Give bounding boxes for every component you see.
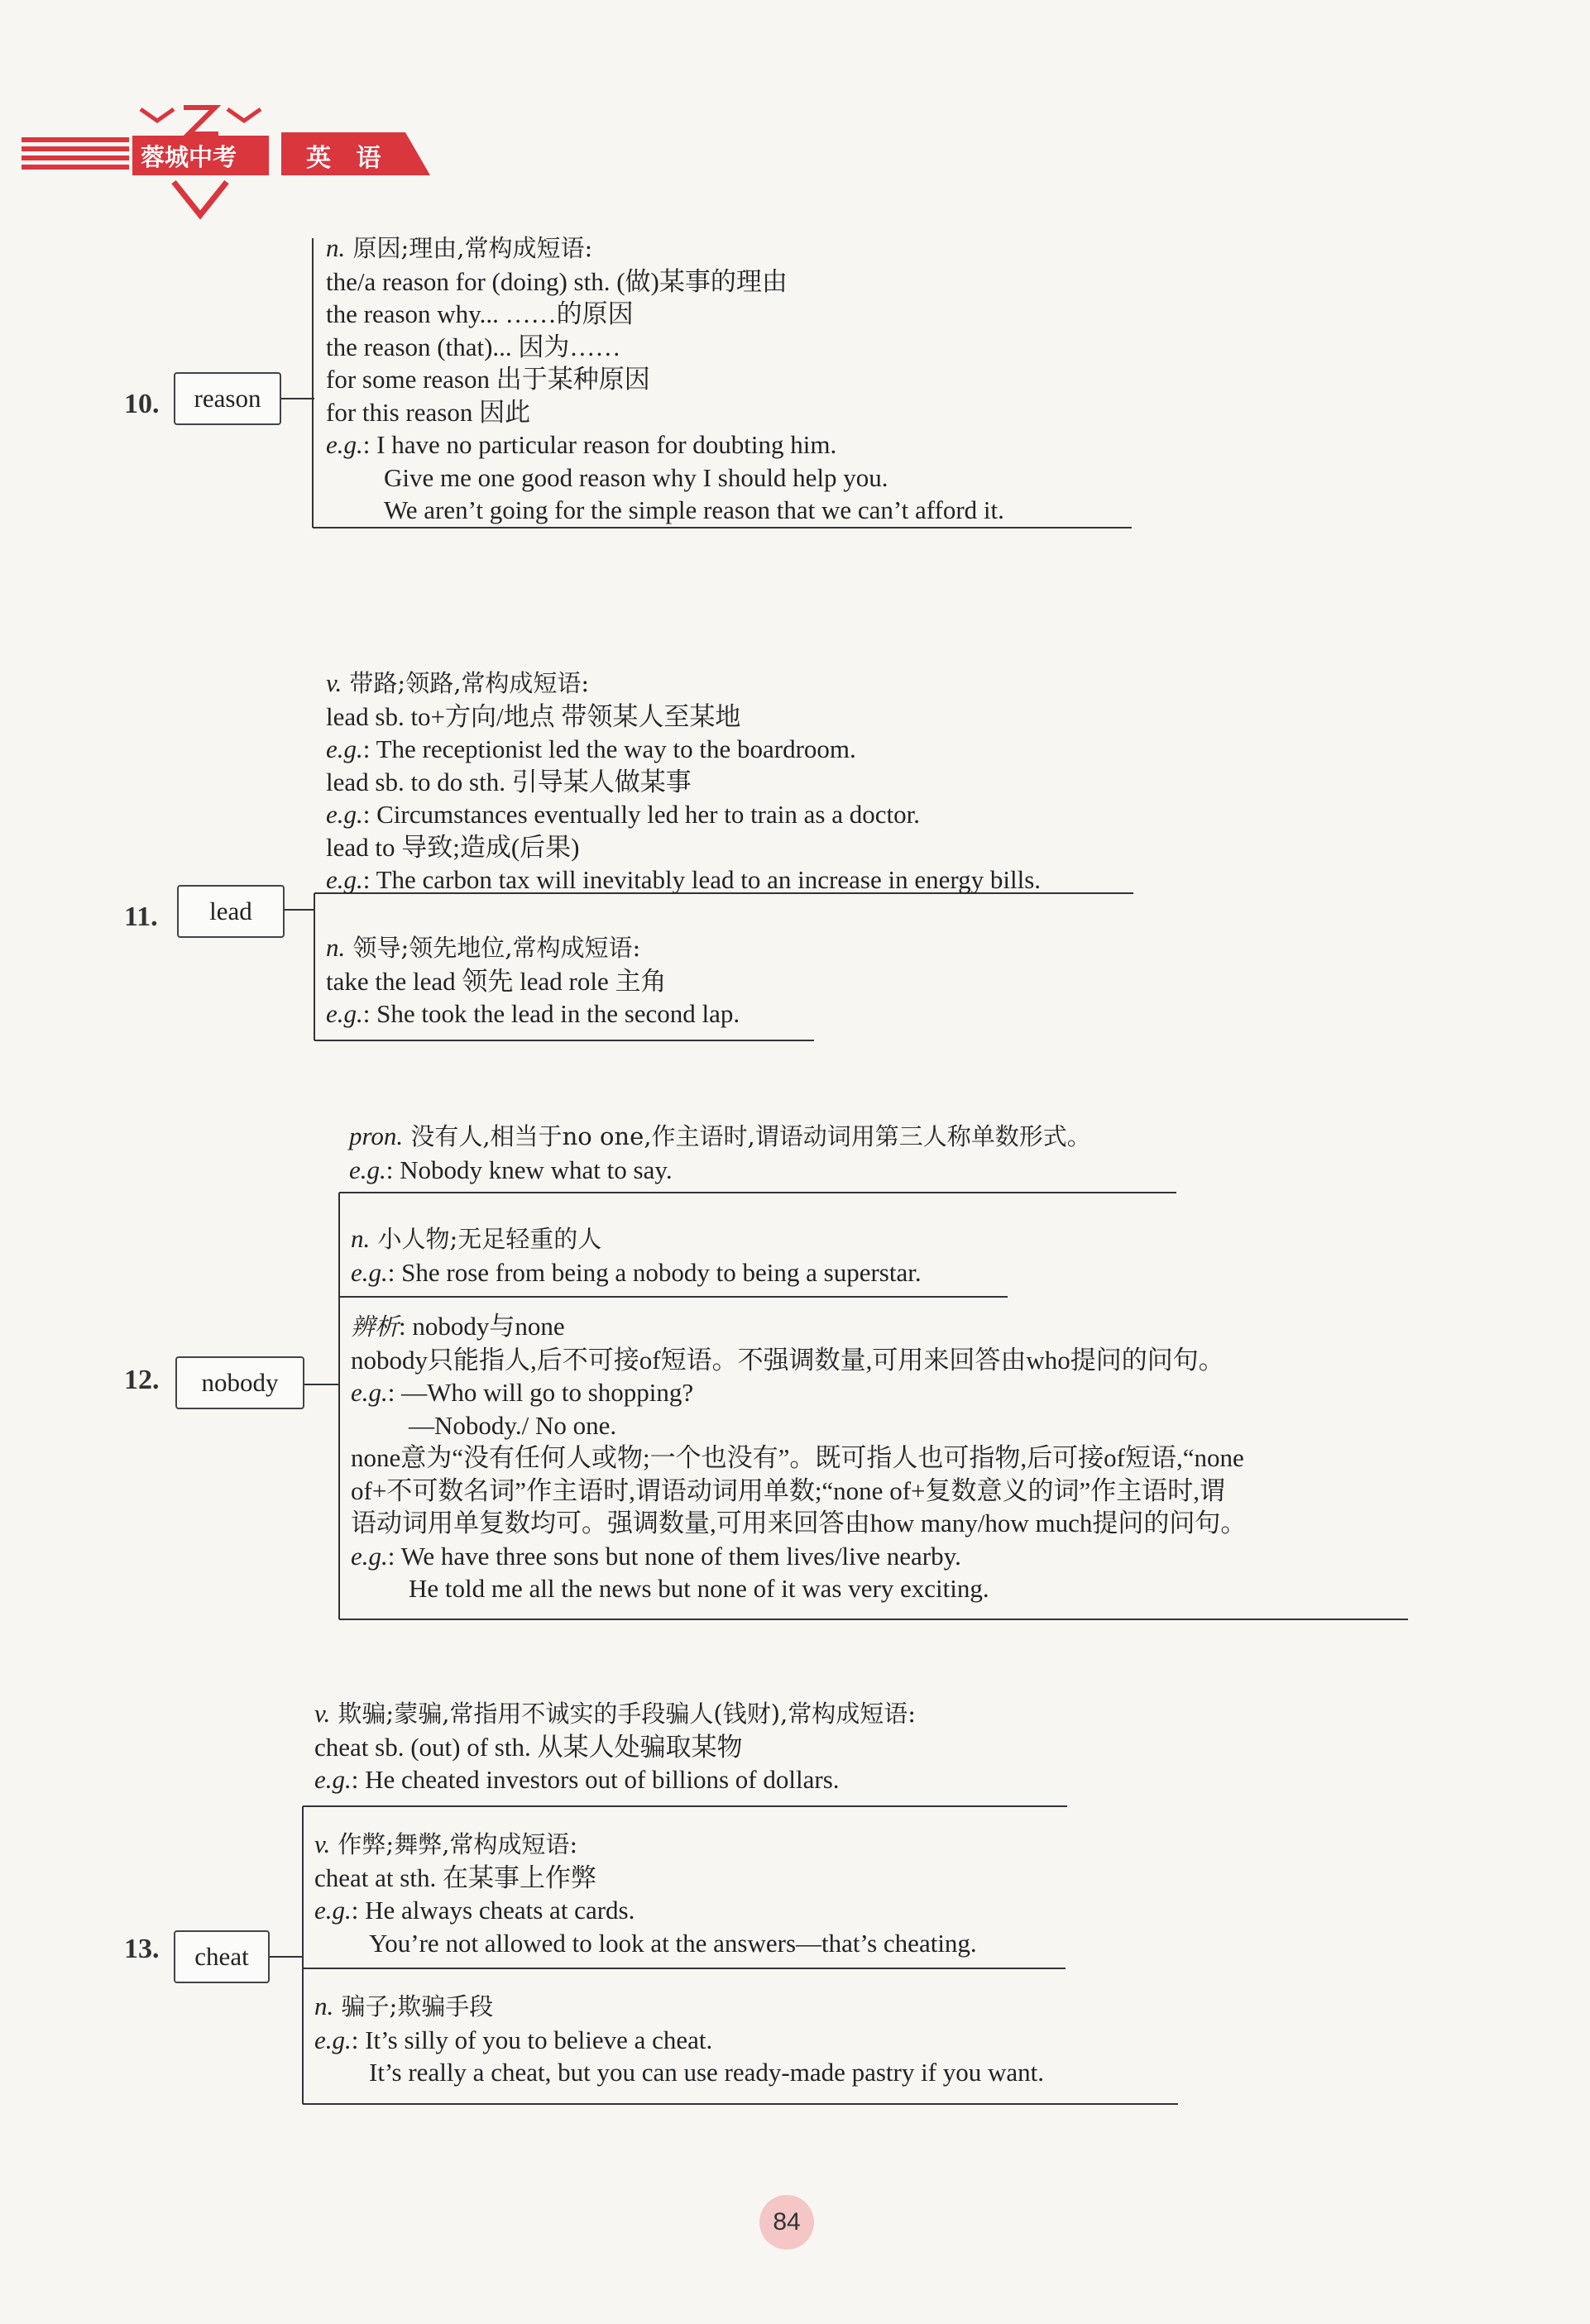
sense-block [314, 1990, 1044, 2089]
sense-block [351, 1310, 1246, 1605]
sense-block [326, 931, 740, 1030]
example-line: e.g.: It’s silly of you to believe a cheat. [314, 2025, 713, 2054]
sense-line: pron. 没有人,相当于no one,作主语时,谓语动词用第三人称单数形式。 [349, 1121, 1091, 1150]
sense-line: nobody只能指人,后不可接of短语。不强调数量,可用来回答由who提问的问句。 [351, 1345, 1224, 1375]
headword-box: nobody [175, 1356, 304, 1409]
example-line: He told me all the news but none of it was very exciting. [409, 1574, 989, 1603]
example-line: e.g.: We have three sons but none of them lives/live nearby. [351, 1541, 961, 1571]
subject-label: 英 语 [306, 144, 390, 173]
example-line: e.g.: He always cheats at cards. [314, 1896, 635, 1925]
headword-box: lead [177, 885, 285, 938]
sense-line: none意为“没有任何人或物;一个也没有”。既可指人也可指物,后可接of短语,“none [351, 1443, 1244, 1472]
example-line: e.g.: The receptionist led the way to the boardroom. [326, 734, 856, 763]
headword-box: cheat [174, 1930, 270, 1983]
example-line: e.g.: Circumstances eventually led her to train as a doctor. [326, 800, 920, 829]
example-line: —Nobody./ No one. [409, 1410, 617, 1440]
sense-line: lead sb. to+方向/地点 带领某人至某地 [326, 701, 741, 731]
sense-line: the reason why... ……的原因 [326, 299, 634, 328]
sense-line: the reason (that)... 因为…… [326, 332, 621, 361]
sense-block [351, 1222, 922, 1289]
sense-block [326, 667, 1041, 897]
sense-line: take the lead 领先 lead role 主角 [326, 966, 667, 996]
example-line: e.g.: I have no particular reason for doubting him. [326, 430, 837, 459]
sense-line: v. 欺骗;蒙骗,常指用不诚实的手段骗人(钱财),常构成短语: [314, 1699, 917, 1728]
entry-number: 11. [124, 901, 158, 932]
example-line: e.g.: Nobody knew what to say. [349, 1155, 673, 1184]
example-line: Give me one good reason why I should help you. [384, 462, 888, 492]
example-line: e.g.: —Who will go to shopping? [351, 1378, 694, 1407]
example-line: e.g.: The carbon tax will inevitably lead to an increase in energy bills. [326, 865, 1042, 894]
example-line: You’re not allowed to look at the answers—that’s cheating. [369, 1928, 977, 1958]
sense-line: for some reason 出于某种原因 [326, 365, 650, 394]
sense-line: 辨析: nobody与none [351, 1312, 565, 1341]
sense-line: lead to 导致;造成(后果) [326, 832, 580, 862]
entry-number: 10. [124, 389, 160, 419]
page-number: 84 [759, 2195, 814, 2250]
entry-number: 13. [124, 1934, 160, 1964]
sense-line: lead sb. to do sth. 引导某人做某事 [326, 767, 692, 796]
example-line: We aren’t going for the simple reason that we can’t afford it. [384, 495, 1004, 524]
example-line: It’s really a cheat, but you can use ready-made pastry if you want. [369, 2058, 1045, 2087]
sense-block [326, 232, 1004, 527]
header-logo-text: 蓉城中考 [141, 143, 237, 171]
sense-block [314, 1828, 977, 1959]
sense-line: of+不可数名词”作主语时,谓语动词用单数;“none of+复数意义的词”作主语时,谓 [351, 1475, 1226, 1505]
sense-block [349, 1120, 1091, 1186]
example-line: e.g.: He cheated investors out of billions of dollars. [314, 1765, 840, 1794]
example-line: e.g.: She took the lead in the second lap. [326, 999, 740, 1028]
sense-line: n. 小人物;无足轻重的人 [351, 1224, 602, 1253]
sense-line: n. 原因;理由,常构成短语: [326, 233, 593, 262]
sense-line: n. 领导;领先地位,常构成短语: [326, 933, 641, 962]
sense-line: v. 带路;领路,常构成短语: [326, 668, 590, 697]
sense-block [314, 1697, 916, 1796]
sense-line: 语动词用单复数均可。强调数量,可用来回答由how many/how much提问的问句。 [351, 1509, 1247, 1537]
example-line: e.g.: She rose from being a nobody to being a superstar. [351, 1257, 922, 1287]
entry-number: 12. [124, 1365, 160, 1395]
headword-box: reason [174, 372, 281, 425]
sense-line: v. 作弊;舞弊,常构成短语: [314, 1829, 578, 1858]
sense-line: for this reason 因此 [326, 397, 531, 427]
sense-line: the/a reason for (doing) sth. (做)某事的理由 [326, 266, 788, 296]
sense-line: cheat sb. (out) of sth. 从某人处骗取某物 [314, 1732, 743, 1762]
sense-line: cheat at sth. 在某事上作弊 [314, 1863, 596, 1892]
sense-line: n. 骗子;欺骗手段 [314, 1992, 494, 2020]
